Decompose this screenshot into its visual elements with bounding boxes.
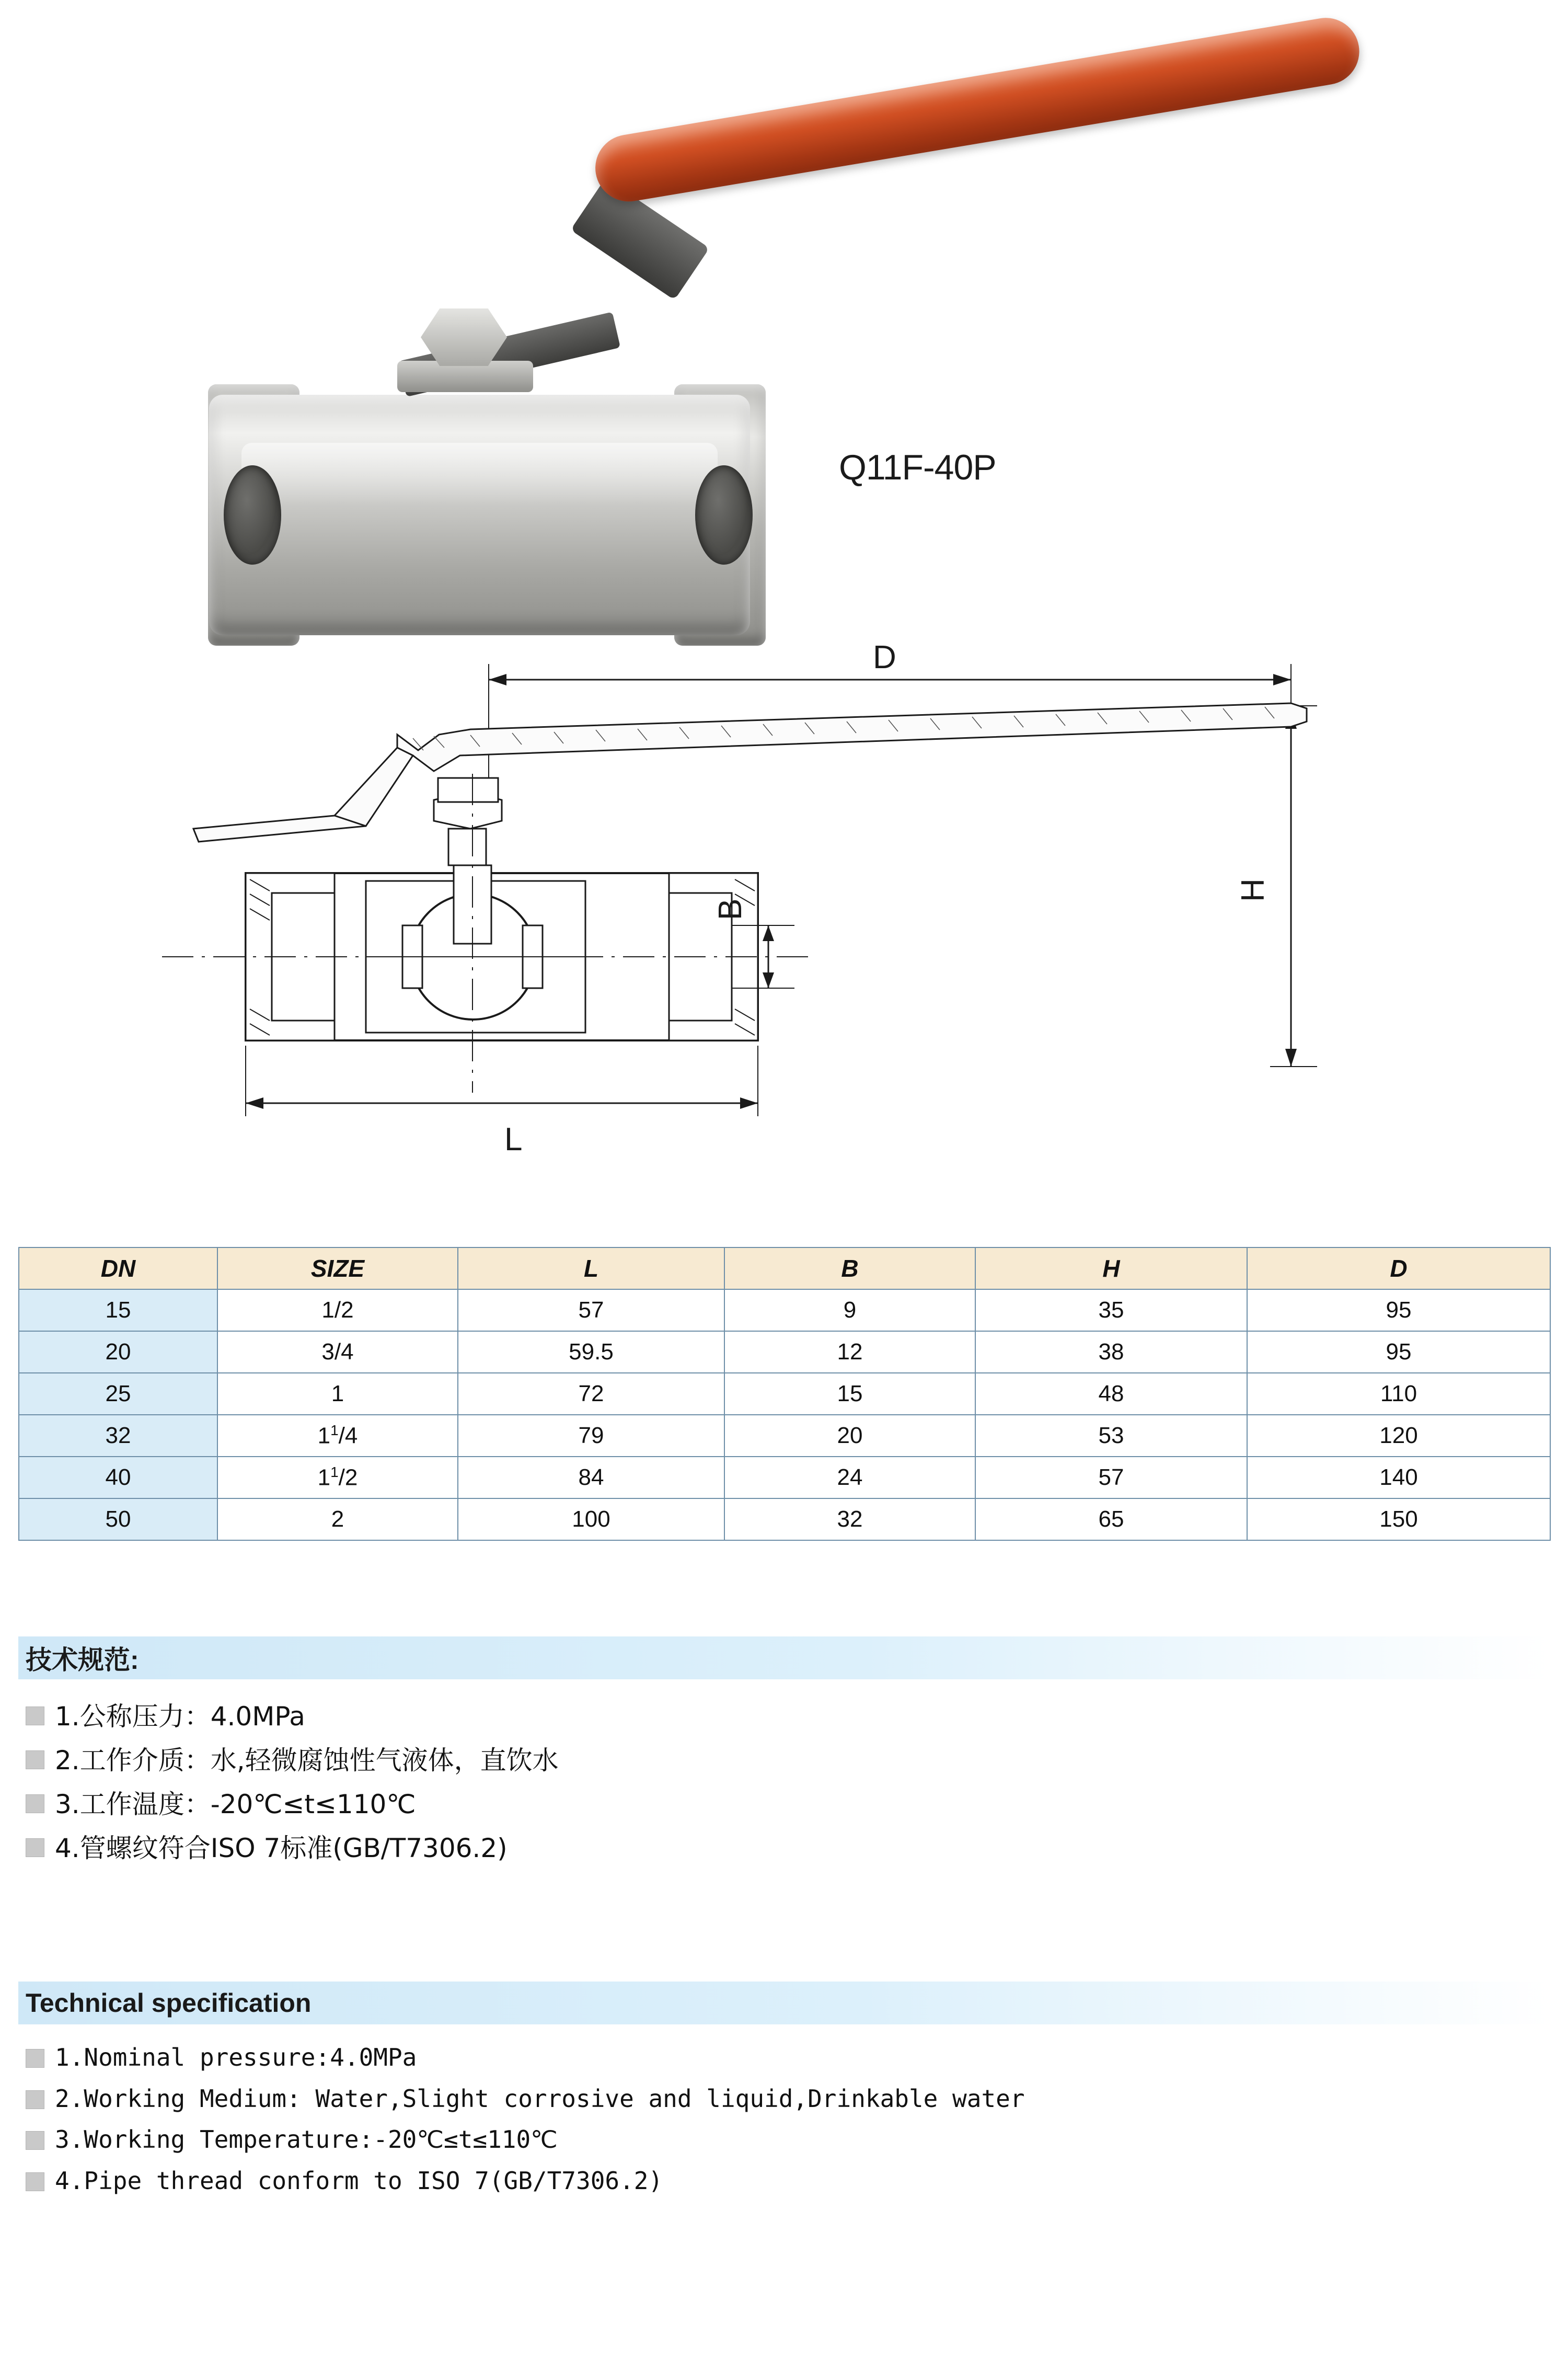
cell-h: 38 xyxy=(975,1331,1247,1373)
cell-l: 84 xyxy=(458,1457,724,1498)
cell-dn: 32 xyxy=(19,1415,217,1457)
cell-d: 95 xyxy=(1247,1331,1550,1373)
list-item xyxy=(18,1743,1550,1778)
product-photo xyxy=(0,0,1568,669)
spec-cn-item-text: 1.公称压力：4.0MPa xyxy=(55,1701,305,1732)
dim-label-B: B xyxy=(712,898,748,920)
spec-cn-title: 技术规范: xyxy=(26,1645,139,1675)
list-item xyxy=(18,1699,1550,1734)
valve-body xyxy=(209,395,750,635)
bullet-square-icon xyxy=(26,2090,44,2109)
bullet-square-icon xyxy=(26,1707,44,1725)
table-header-row xyxy=(19,1247,1550,1289)
spec-cn-list xyxy=(18,1699,1550,1875)
spec-en-title: Technical specification xyxy=(26,1988,312,2018)
cell-size: $1^1/4$ xyxy=(217,1415,458,1457)
cell-h: 57 xyxy=(975,1457,1247,1498)
bullet-square-icon xyxy=(26,1794,44,1813)
bullet-square-icon xyxy=(26,2172,44,2191)
table-row xyxy=(19,1373,1550,1415)
cell-size: 3/4 xyxy=(217,1331,458,1373)
cell-h: 35 xyxy=(975,1289,1247,1331)
spec-en-list xyxy=(18,2042,1550,2206)
list-item xyxy=(18,2083,1550,2115)
spec-cn-item-text: 3.工作温度：-20℃≤t≤110℃ xyxy=(55,1789,416,1819)
cell-h: 65 xyxy=(975,1498,1247,1540)
col-header-d: D xyxy=(1247,1247,1550,1289)
table-row xyxy=(19,1498,1550,1540)
cell-l: 79 xyxy=(458,1415,724,1457)
valve-bore-left xyxy=(224,465,281,565)
col-header-size: SIZE xyxy=(217,1247,458,1289)
table-row xyxy=(19,1331,1550,1373)
spec-en-item-text: 4.Pipe thread conform to ISO 7(GB/T7306.2) xyxy=(55,2167,663,2195)
bullet-square-icon xyxy=(26,1838,44,1857)
spec-cn-item-text: 2.工作介质：水,轻微腐蚀性气液体，直饮水 xyxy=(55,1745,559,1776)
cell-d: 140 xyxy=(1247,1457,1550,1498)
table-row xyxy=(19,1415,1550,1457)
cell-l: 59.5 xyxy=(458,1331,724,1373)
cell-b: 12 xyxy=(724,1331,975,1373)
drawing-svg xyxy=(0,643,1568,1223)
spec-cn-item-text: 4.管螺纹符合ISO 7标准(GB/T7306.2) xyxy=(55,1833,508,1863)
list-item xyxy=(18,2165,1550,2197)
cell-b: 9 xyxy=(724,1289,975,1331)
cell-d: 110 xyxy=(1247,1373,1550,1415)
valve-lever-handle xyxy=(590,13,1364,207)
bullet-square-icon xyxy=(26,1750,44,1769)
list-item xyxy=(18,1787,1550,1822)
cell-l: 100 xyxy=(458,1498,724,1540)
cell-dn: 25 xyxy=(19,1373,217,1415)
list-item xyxy=(18,2124,1550,2156)
cell-l: 72 xyxy=(458,1373,724,1415)
technical-drawing xyxy=(0,643,1568,1223)
cell-b: 20 xyxy=(724,1415,975,1457)
spec-en-item-text: 3.Working Temperature:-20℃≤t≤110℃ xyxy=(55,2125,558,2154)
cell-l: 57 xyxy=(458,1289,724,1331)
list-item xyxy=(18,2042,1550,2074)
product-model-label: Q11F-40P xyxy=(839,448,996,487)
spec-en-item-text: 1.Nominal pressure:4.0MPa xyxy=(55,2043,417,2071)
cell-b: 24 xyxy=(724,1457,975,1498)
dim-label-D: D xyxy=(873,643,896,675)
dim-label-H: H xyxy=(1235,878,1271,902)
col-header-dn: DN xyxy=(19,1247,217,1289)
col-header-b: B xyxy=(724,1247,975,1289)
cell-size: 2 xyxy=(217,1498,458,1540)
spec-en-title-band xyxy=(18,1982,1550,2024)
table-row xyxy=(19,1457,1550,1498)
cell-h: 53 xyxy=(975,1415,1247,1457)
cell-dn: 15 xyxy=(19,1289,217,1331)
cell-d: 120 xyxy=(1247,1415,1550,1457)
cell-size: $1^1/2$ xyxy=(217,1457,458,1498)
cell-h: 48 xyxy=(975,1373,1247,1415)
table-row xyxy=(19,1289,1550,1331)
cell-size: 1 xyxy=(217,1373,458,1415)
cell-d: 95 xyxy=(1247,1289,1550,1331)
cell-b: 32 xyxy=(724,1498,975,1540)
spec-cn-title-band xyxy=(18,1636,1550,1679)
spec-en-item-text: 2.Working Medium: Water,Slight corrosive and liquid,Drinkable water xyxy=(55,2084,1025,2113)
col-header-l: L xyxy=(458,1247,724,1289)
bullet-square-icon xyxy=(26,2049,44,2068)
cell-dn: 40 xyxy=(19,1457,217,1498)
bullet-square-icon xyxy=(26,2131,44,2150)
specification-table xyxy=(18,1247,1550,1541)
dim-label-L: L xyxy=(504,1121,523,1158)
cell-b: 15 xyxy=(724,1373,975,1415)
list-item xyxy=(18,1831,1550,1865)
valve-bore-right xyxy=(695,465,753,565)
cell-dn: 50 xyxy=(19,1498,217,1540)
col-header-h: H xyxy=(975,1247,1247,1289)
cell-d: 150 xyxy=(1247,1498,1550,1540)
cell-size: 1/2 xyxy=(217,1289,458,1331)
cell-dn: 20 xyxy=(19,1331,217,1373)
